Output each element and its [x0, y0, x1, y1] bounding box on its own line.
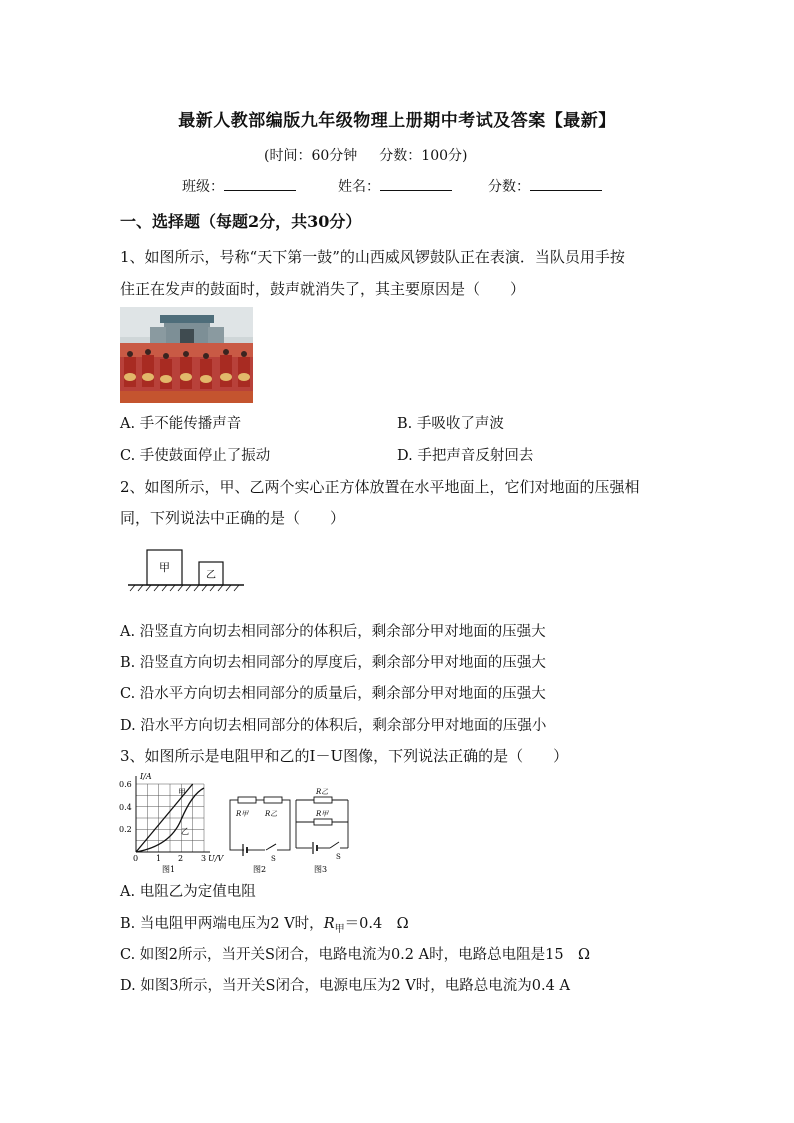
name-blank[interactable]	[380, 176, 452, 191]
fig3-switch-label: S	[336, 853, 341, 861]
curve-jia-label: 甲	[178, 788, 186, 797]
iu-grid	[136, 784, 204, 852]
page-title: 最新人教部编版九年级物理上册期中考试及答案【最新】	[178, 111, 616, 131]
x-axis-label: U/V	[208, 854, 224, 863]
x-tick-2: 2	[178, 854, 184, 863]
q2-text-line1: 2、如图所示，甲、乙两个实心正方体放置在水平地面上，它们对地面的压强相	[120, 478, 640, 496]
q2-option-d[interactable]: D. 沿水平方向切去相同部分的体积后，剩余部分甲对地面的压强小	[120, 718, 547, 734]
q3-option-b-sub: 甲	[334, 923, 345, 935]
q2-option-a[interactable]: A. 沿竖直方向切去相同部分的体积后，剩余部分甲对地面的压强大	[120, 624, 546, 640]
fig2-r-yi: R乙	[265, 810, 278, 818]
curve-yi-label: 乙	[181, 827, 189, 836]
cube-jia-label: 甲	[159, 561, 170, 574]
fig3-caption: 图3	[314, 865, 328, 874]
fig2-caption: 图2	[253, 865, 267, 874]
exam-subtitle	[264, 145, 489, 165]
exam-total-score: 分数：100分)	[379, 148, 468, 164]
class-blank[interactable]	[224, 176, 296, 191]
iu-graph	[119, 772, 224, 874]
q2-text-line2: 同，下列说法中正确的是（ ）	[120, 509, 346, 527]
name-field	[338, 176, 452, 196]
score-label: 分数：	[488, 179, 530, 195]
q2-option-b[interactable]: B. 沿竖直方向切去相同部分的厚度后，剩余部分甲对地面的压强大	[120, 655, 546, 671]
fig1-caption: 图1	[162, 865, 176, 874]
q2-option-c[interactable]: C. 沿水平方向切去相同部分的质量后，剩余部分甲对地面的压强大	[120, 686, 546, 702]
fig3-r-yi: R乙	[316, 788, 329, 796]
q3-option-d[interactable]: D. 如图3所示，当开关S闭合，电源电压为2 V时，电路总电流为0.4 A	[120, 978, 570, 994]
drum-team-photo	[120, 307, 253, 403]
x-tick-1: 1	[156, 854, 162, 863]
q3-text-line1: 3、如图所示是电阻甲和乙的I－U图像，下列说法正确的是（ ）	[120, 747, 569, 765]
section-heading: 一、选择题（每题2分，共30分）	[120, 212, 362, 231]
q2-cubes-figure	[126, 548, 246, 594]
q3-option-b-r: R	[323, 916, 335, 932]
exam-time: (时间：60分钟	[264, 148, 358, 164]
class-label: 班级：	[182, 179, 224, 195]
q1-option-d[interactable]: D. 手把声音反射回去	[397, 448, 534, 464]
y-tick-0.4: 0.4	[119, 803, 132, 812]
q3-option-b[interactable]	[120, 914, 409, 940]
q3-option-b-text: B. 当电阻甲两端电压为2 V时，	[120, 916, 324, 932]
series-circuit	[230, 797, 290, 856]
q1-text-line2: 住正在发声的鼓面时，鼓声就消失了，其主要原因是（ ）	[120, 280, 526, 298]
parallel-circuit	[296, 797, 348, 854]
y-tick-0.6: 0.6	[119, 780, 132, 789]
score-blank[interactable]	[530, 176, 602, 191]
x-tick-3: 3	[201, 854, 207, 863]
score-field	[488, 176, 602, 196]
q1-option-b[interactable]: B. 手吸收了声波	[397, 416, 504, 432]
y-tick-0.2: 0.2	[119, 825, 132, 834]
ground-hatching	[130, 585, 239, 591]
class-field	[182, 176, 296, 196]
q3-circuit-figures	[118, 770, 358, 876]
x-tick-0: 0	[133, 854, 139, 863]
cube-yi-label: 乙	[206, 570, 216, 581]
fig3-r-jia: R甲	[316, 810, 329, 818]
fig2-switch-label: S	[271, 855, 276, 863]
q1-option-c[interactable]: C. 手使鼓面停止了振动	[120, 448, 271, 464]
y-axis-label: I/A	[140, 772, 152, 781]
name-label: 姓名：	[338, 179, 380, 195]
q1-text-line1: 1、如图所示，号称“天下第一鼓”的山西威风锣鼓队正在表演．当队员用手按	[120, 248, 625, 266]
q3-option-a[interactable]: A. 电阻乙为定值电阻	[120, 884, 256, 900]
fig2-r-jia: R甲	[236, 810, 249, 818]
q3-option-b-value: ＝0.4 Ω	[344, 916, 409, 932]
q1-option-a[interactable]: A. 手不能传播声音	[120, 416, 242, 432]
q3-option-c[interactable]: C. 如图2所示，当开关S闭合，电路电流为0.2 A时，电路总电阻是15 Ω	[120, 947, 591, 963]
